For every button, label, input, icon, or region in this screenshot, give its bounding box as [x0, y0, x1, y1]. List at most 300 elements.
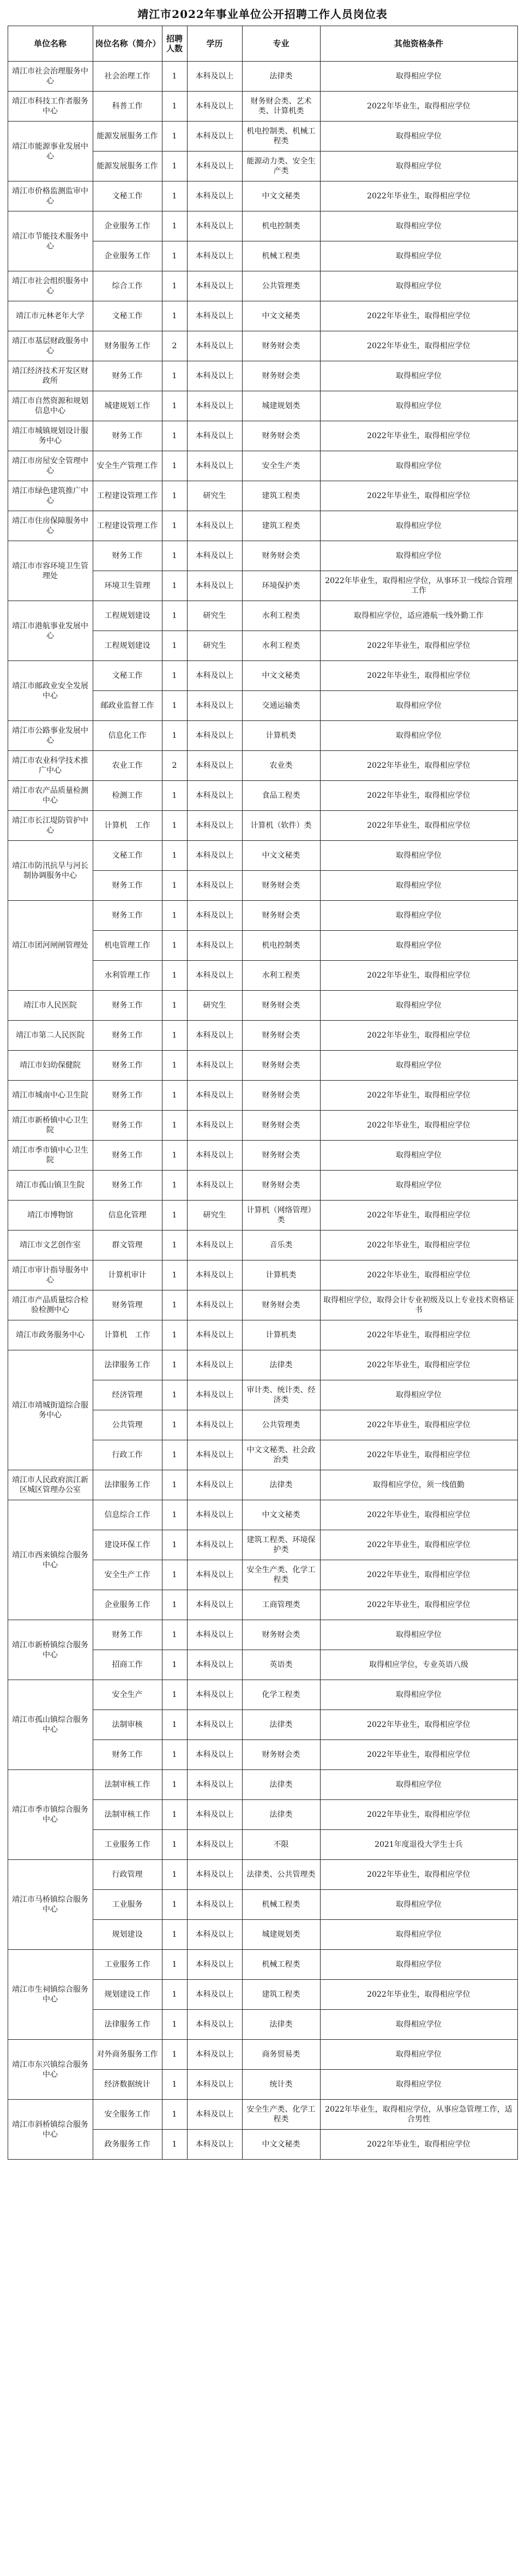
- cell-position: 水利管理工作: [93, 961, 162, 991]
- cell-education: 研究生: [187, 1201, 242, 1231]
- cell-conditions: 2022年毕业生，取得相应学位: [320, 1740, 517, 1770]
- cell-conditions: 取得相应学位: [320, 991, 517, 1021]
- table-row: [8, 1860, 517, 1890]
- cell-education: 研究生: [187, 601, 242, 631]
- cell-position: 检测工作: [93, 781, 162, 811]
- cell-count: 1: [162, 1440, 187, 1470]
- cell-count: 1: [162, 1201, 187, 1231]
- table-row: [8, 331, 517, 361]
- cell-education: 本科及以上: [187, 1051, 242, 1081]
- cell-count: 2: [162, 331, 187, 361]
- cell-count: 1: [162, 1470, 187, 1500]
- cell-count: 1: [162, 122, 187, 151]
- table-row: [8, 1021, 517, 1051]
- table-row: [8, 811, 517, 841]
- header-count: 招聘人数: [162, 26, 187, 62]
- cell-conditions: 取得相应学位: [320, 901, 517, 931]
- cell-major: 中文文秘类、社会政治类: [242, 1440, 320, 1470]
- cell-count: 1: [162, 1800, 187, 1830]
- cell-conditions: 2022年毕业生，取得相应学位: [320, 781, 517, 811]
- cell-unit: 靖江市房屋安全管理中心: [8, 451, 93, 481]
- cell-major: 计算机类: [242, 721, 320, 751]
- cell-major: 工商管理类: [242, 1590, 320, 1620]
- cell-count: 1: [162, 1260, 187, 1290]
- cell-position: 财务工作: [93, 1740, 162, 1770]
- cell-count: 1: [162, 151, 187, 181]
- cell-count: 1: [162, 601, 187, 631]
- table-row: [8, 1171, 517, 1201]
- cell-position: 工程规划建设: [93, 631, 162, 661]
- cell-count: 1: [162, 841, 187, 871]
- cell-count: 1: [162, 1320, 187, 1350]
- cell-position: 财务工作: [93, 871, 162, 901]
- cell-count: 1: [162, 2130, 187, 2160]
- cell-position: 财务工作: [93, 1081, 162, 1111]
- cell-count: 1: [162, 1111, 187, 1141]
- cell-position: 法律服务工作: [93, 1470, 162, 1500]
- cell-unit: 靖江市马桥镇综合服务中心: [8, 1860, 93, 1950]
- cell-position: 经济数据统计: [93, 2070, 162, 2100]
- cell-position: 公共管理: [93, 1410, 162, 1440]
- cell-unit: 靖江市元林老年大学: [8, 301, 93, 331]
- cell-position: 财务工作: [93, 1051, 162, 1081]
- cell-conditions: 取得相应学位: [320, 2070, 517, 2100]
- table-row: [8, 1680, 517, 1710]
- cell-conditions: 取得相应学位: [320, 931, 517, 961]
- cell-major: 环境保护类: [242, 571, 320, 601]
- cell-conditions: 2022年毕业生，取得相应学位: [320, 181, 517, 211]
- cell-count: 1: [162, 421, 187, 451]
- cell-major: 不限: [242, 1830, 320, 1860]
- cell-count: 1: [162, 241, 187, 271]
- table-row: [8, 781, 517, 811]
- cell-conditions: 取得相应学位，适应港航一线外勤工作: [320, 601, 517, 631]
- cell-position: 能源发展服务工作: [93, 122, 162, 151]
- cell-count: 1: [162, 1650, 187, 1680]
- cell-education: 本科及以上: [187, 571, 242, 601]
- cell-conditions: 取得相应学位: [320, 122, 517, 151]
- cell-count: 1: [162, 1141, 187, 1171]
- table-row: [8, 361, 517, 391]
- cell-unit: 靖江市靖城街道综合服务中心: [8, 1350, 93, 1470]
- cell-position: 对外商务服务工作: [93, 2040, 162, 2070]
- cell-position: 工业服务工作: [93, 1830, 162, 1860]
- cell-count: 1: [162, 541, 187, 571]
- cell-unit: 靖江市西来镇综合服务中心: [8, 1500, 93, 1620]
- cell-unit: 靖江市斜桥镇综合服务中心: [8, 2100, 93, 2160]
- cell-position: 工程建设管理工作: [93, 481, 162, 511]
- cell-position: 企业服务工作: [93, 1590, 162, 1620]
- cell-education: 本科及以上: [187, 1620, 242, 1650]
- cell-conditions: 取得相应学位: [320, 211, 517, 241]
- cell-conditions: 取得相应学位: [320, 1171, 517, 1201]
- cell-count: 1: [162, 931, 187, 961]
- cell-major: 财务财会类: [242, 1021, 320, 1051]
- cell-count: 1: [162, 2100, 187, 2130]
- cell-major: 财务财会类: [242, 901, 320, 931]
- cell-count: 1: [162, 1920, 187, 1950]
- cell-unit: 靖江市人民医院: [8, 991, 93, 1021]
- cell-major: 公共管理类: [242, 1410, 320, 1440]
- cell-major: 机电控制类、机械工程类: [242, 122, 320, 151]
- cell-conditions: 2022年毕业生，取得相应学位: [320, 1980, 517, 2010]
- cell-education: 本科及以上: [187, 1800, 242, 1830]
- table-row: [8, 2040, 517, 2070]
- cell-position: 工业服务工作: [93, 1950, 162, 1980]
- cell-education: 本科及以上: [187, 2010, 242, 2040]
- cell-conditions: 2022年毕业生，取得相应学位: [320, 1530, 517, 1560]
- cell-conditions: 2022年毕业生，取得相应学位: [320, 811, 517, 841]
- cell-conditions: 2022年毕业生，取得相应学位: [320, 1590, 517, 1620]
- cell-position: 财务工作: [93, 1141, 162, 1171]
- cell-major: 财务财会类: [242, 871, 320, 901]
- cell-major: 中文文秘类: [242, 181, 320, 211]
- cell-major: 水利工程类: [242, 631, 320, 661]
- cell-education: 本科及以上: [187, 751, 242, 781]
- cell-conditions: 2022年毕业生，取得相应学位: [320, 421, 517, 451]
- cell-education: 本科及以上: [187, 1260, 242, 1290]
- cell-position: 财务工作: [93, 991, 162, 1021]
- cell-count: 1: [162, 1051, 187, 1081]
- table-row: [8, 1470, 517, 1500]
- cell-major: 计算机（软件）类: [242, 811, 320, 841]
- table-row: [8, 451, 517, 481]
- cell-count: 1: [162, 571, 187, 601]
- cell-education: 本科及以上: [187, 721, 242, 751]
- cell-major: 交通运输类: [242, 691, 320, 721]
- cell-count: 1: [162, 1770, 187, 1800]
- cell-unit: 靖江市季市镇中心卫生院: [8, 1141, 93, 1171]
- cell-education: 本科及以上: [187, 691, 242, 721]
- table-row: [8, 991, 517, 1021]
- cell-count: 1: [162, 721, 187, 751]
- table-header: [8, 26, 517, 62]
- cell-position: 财务工作: [93, 361, 162, 391]
- cell-position: 财务工作: [93, 1620, 162, 1650]
- cell-position: 邮政业监督工作: [93, 691, 162, 721]
- cell-major: 安全生产类、化学工程类: [242, 1560, 320, 1590]
- cell-position: 安全生产: [93, 1680, 162, 1710]
- cell-major: 安全生产类: [242, 451, 320, 481]
- cell-conditions: 取得相应学位: [320, 841, 517, 871]
- cell-count: 1: [162, 1530, 187, 1560]
- table-row: [8, 122, 517, 151]
- cell-major: 法律类: [242, 1350, 320, 1380]
- cell-major: 安全生产类、化学工程类: [242, 2100, 320, 2130]
- cell-conditions: 取得相应学位: [320, 391, 517, 421]
- cell-education: 本科及以上: [187, 1500, 242, 1530]
- cell-count: 1: [162, 1890, 187, 1920]
- table-row: [8, 1500, 517, 1530]
- cell-count: 1: [162, 901, 187, 931]
- cell-unit: 靖江市产品质量综合检验检测中心: [8, 1290, 93, 1320]
- cell-education: 研究生: [187, 631, 242, 661]
- cell-count: 1: [162, 1680, 187, 1710]
- table-row: [8, 1051, 517, 1081]
- cell-education: 本科及以上: [187, 2130, 242, 2160]
- cell-count: 1: [162, 211, 187, 241]
- cell-conditions: 2022年毕业生，取得相应学位: [320, 1201, 517, 1231]
- cell-conditions: 2022年毕业生，取得相应学位: [320, 1440, 517, 1470]
- cell-major: 英语类: [242, 1650, 320, 1680]
- cell-conditions: 2022年毕业生，取得相应学位: [320, 1320, 517, 1350]
- cell-education: 本科及以上: [187, 2100, 242, 2130]
- cell-conditions: 取得相应学位: [320, 151, 517, 181]
- cell-education: 本科及以上: [187, 1950, 242, 1980]
- cell-major: 财务财会类: [242, 1141, 320, 1171]
- cell-major: 财务财会类: [242, 541, 320, 571]
- cell-count: 1: [162, 2040, 187, 2070]
- cell-position: 招商工作: [93, 1650, 162, 1680]
- cell-position: 安全生产工作: [93, 1560, 162, 1590]
- cell-major: 计算机类: [242, 1260, 320, 1290]
- cell-education: 本科及以上: [187, 241, 242, 271]
- cell-major: 财务财会类: [242, 421, 320, 451]
- cell-major: 财务财会类: [242, 1051, 320, 1081]
- table-body: [8, 62, 517, 2160]
- cell-major: 中文文秘类: [242, 661, 320, 691]
- cell-position: 法律服务工作: [93, 1350, 162, 1380]
- table-row: [8, 1320, 517, 1350]
- cell-unit: 靖江市东兴镇综合服务中心: [8, 2040, 93, 2100]
- cell-major: 中文文秘类: [242, 301, 320, 331]
- cell-major: 城建规划类: [242, 391, 320, 421]
- cell-position: 规划建设工作: [93, 1980, 162, 2010]
- cell-position: 工业服务: [93, 1890, 162, 1920]
- cell-conditions: 取得相应学位: [320, 361, 517, 391]
- cell-education: 本科及以上: [187, 271, 242, 301]
- table-row: [8, 1950, 517, 1980]
- cell-unit: 靖江市新桥镇中心卫生院: [8, 1111, 93, 1141]
- cell-major: 机械工程类: [242, 241, 320, 271]
- cell-position: 安全服务工作: [93, 2100, 162, 2130]
- cell-count: 1: [162, 361, 187, 391]
- cell-major: 机电控制类: [242, 211, 320, 241]
- cell-conditions: 取得相应学位: [320, 451, 517, 481]
- cell-conditions: 2022年毕业生，取得相应学位: [320, 1710, 517, 1740]
- cell-position: 科普工作: [93, 92, 162, 122]
- cell-conditions: 取得相应学位: [320, 1141, 517, 1171]
- cell-education: 本科及以上: [187, 1590, 242, 1620]
- cell-conditions: 2022年毕业生，取得相应学位，从事环卫一线综合管理工作: [320, 571, 517, 601]
- cell-conditions: 取得相应学位: [320, 1950, 517, 1980]
- cell-unit: 靖江市政务服务中心: [8, 1320, 93, 1350]
- cell-count: 1: [162, 1590, 187, 1620]
- cell-major: 中文文秘类: [242, 2130, 320, 2160]
- cell-education: 本科及以上: [187, 1111, 242, 1141]
- cell-position: 文秘工作: [93, 301, 162, 331]
- cell-education: 本科及以上: [187, 1650, 242, 1680]
- cell-count: 1: [162, 1860, 187, 1890]
- table-row: [8, 1620, 517, 1650]
- cell-unit: 靖江市文艺创作室: [8, 1231, 93, 1260]
- cell-education: 本科及以上: [187, 301, 242, 331]
- cell-major: 财务财会类: [242, 1620, 320, 1650]
- cell-education: 本科及以上: [187, 1710, 242, 1740]
- cell-major: 音乐类: [242, 1231, 320, 1260]
- cell-education: 本科及以上: [187, 211, 242, 241]
- cell-conditions: 2022年毕业生，取得相应学位: [320, 301, 517, 331]
- cell-major: 法律类: [242, 1710, 320, 1740]
- cell-position: 信息化管理: [93, 1201, 162, 1231]
- cell-major: 计算机类: [242, 1320, 320, 1350]
- cell-position: 环境卫生管理: [93, 571, 162, 601]
- cell-conditions: 2022年毕业生，取得相应学位: [320, 2130, 517, 2160]
- cell-education: 本科及以上: [187, 1350, 242, 1380]
- cell-position: 财务工作: [93, 901, 162, 931]
- cell-education: 本科及以上: [187, 1530, 242, 1560]
- cell-unit: 靖江市邮政业安全发展中心: [8, 661, 93, 721]
- cell-education: 本科及以上: [187, 361, 242, 391]
- cell-unit: 靖江市科技工作者服务中心: [8, 92, 93, 122]
- cell-conditions: 2022年毕业生，取得相应学位: [320, 331, 517, 361]
- cell-education: 本科及以上: [187, 1920, 242, 1950]
- cell-unit: 靖江市自然资源和规划信息中心: [8, 391, 93, 421]
- cell-conditions: 2022年毕业生，取得相应学位: [320, 1081, 517, 1111]
- cell-position: 规划建设: [93, 1920, 162, 1950]
- cell-count: 1: [162, 1350, 187, 1380]
- cell-unit: 靖江市绿色建筑推广中心: [8, 481, 93, 511]
- cell-education: 本科及以上: [187, 781, 242, 811]
- cell-education: 本科及以上: [187, 1740, 242, 1770]
- header-major: 专业: [242, 26, 320, 62]
- cell-position: 机电管理工作: [93, 931, 162, 961]
- cell-major: 计算机（网络管理）类: [242, 1201, 320, 1231]
- cell-education: 本科及以上: [187, 2040, 242, 2070]
- cell-unit: 靖江市生祠镇综合服务中心: [8, 1950, 93, 2040]
- table-row: [8, 1260, 517, 1290]
- cell-count: 1: [162, 991, 187, 1021]
- table-row: [8, 271, 517, 301]
- cell-unit: 靖江市市容环境卫生管理处: [8, 541, 93, 601]
- cell-education: 本科及以上: [187, 1830, 242, 1860]
- table-row: [8, 301, 517, 331]
- cell-education: 本科及以上: [187, 391, 242, 421]
- cell-position: 安全生产管理工作: [93, 451, 162, 481]
- cell-conditions: 取得相应学位: [320, 691, 517, 721]
- cell-count: 1: [162, 1710, 187, 1740]
- cell-unit: 靖江市团河闸闸管理处: [8, 901, 93, 991]
- cell-conditions: 2022年毕业生，取得相应学位: [320, 1500, 517, 1530]
- table-row: [8, 211, 517, 241]
- cell-conditions: 取得相应学位: [320, 2040, 517, 2070]
- cell-conditions: 2022年毕业生，取得相应学位: [320, 1860, 517, 1890]
- cell-count: 1: [162, 871, 187, 901]
- cell-count: 1: [162, 1410, 187, 1440]
- cell-major: 水利工程类: [242, 601, 320, 631]
- cell-position: 工程建设管理工作: [93, 511, 162, 541]
- cell-conditions: 2022年毕业生，取得相应学位: [320, 631, 517, 661]
- cell-major: 审计类、统计类、经济类: [242, 1380, 320, 1410]
- header-row: [8, 26, 517, 62]
- cell-count: 1: [162, 661, 187, 691]
- cell-position: 财务服务工作: [93, 331, 162, 361]
- cell-unit: 靖江市社会治理服务中心: [8, 62, 93, 92]
- table-row: [8, 1141, 517, 1171]
- header-education: 学历: [187, 26, 242, 62]
- cell-major: 机电控制类: [242, 931, 320, 961]
- cell-unit: 靖江市孤山镇综合服务中心: [8, 1680, 93, 1770]
- cell-major: 建筑工程类: [242, 481, 320, 511]
- cell-unit: 靖江市基层财政服务中心: [8, 331, 93, 361]
- cell-count: 1: [162, 1290, 187, 1320]
- cell-position: 法制审核: [93, 1710, 162, 1740]
- cell-count: 1: [162, 481, 187, 511]
- cell-conditions: 2022年毕业生，取得相应学位: [320, 1800, 517, 1830]
- cell-conditions: 2022年毕业生，取得相应学位: [320, 1260, 517, 1290]
- cell-count: 1: [162, 92, 187, 122]
- cell-position: 法律服务工作: [93, 2010, 162, 2040]
- header-position: 岗位名称（简介）: [93, 26, 162, 62]
- cell-education: 本科及以上: [187, 421, 242, 451]
- cell-major: 农业类: [242, 751, 320, 781]
- cell-count: 1: [162, 1021, 187, 1051]
- table-row: [8, 62, 517, 92]
- cell-position: 计算机 工作: [93, 1320, 162, 1350]
- cell-major: 统计类: [242, 2070, 320, 2100]
- cell-education: 本科及以上: [187, 2070, 242, 2100]
- cell-unit: 靖江市城镇规划设计服务中心: [8, 421, 93, 451]
- cell-education: 本科及以上: [187, 811, 242, 841]
- cell-count: 1: [162, 1980, 187, 2010]
- table-row: [8, 481, 517, 511]
- cell-unit: 靖江市农产品质量检测中心: [8, 781, 93, 811]
- cell-education: 本科及以上: [187, 931, 242, 961]
- cell-conditions: 2022年毕业生，取得相应学位: [320, 961, 517, 991]
- cell-conditions: 取得相应学位: [320, 871, 517, 901]
- cell-conditions: 2022年毕业生，取得相应学位: [320, 751, 517, 781]
- cell-major: 建筑工程类: [242, 511, 320, 541]
- table-row: [8, 601, 517, 631]
- cell-conditions: 取得相应学位: [320, 62, 517, 92]
- cell-education: 本科及以上: [187, 511, 242, 541]
- cell-major: 财务财会类: [242, 1111, 320, 1141]
- cell-count: 1: [162, 1620, 187, 1650]
- cell-education: 研究生: [187, 481, 242, 511]
- cell-major: 法律类: [242, 62, 320, 92]
- cell-conditions: 2022年毕业生，取得相应学位: [320, 1410, 517, 1440]
- cell-position: 财务工作: [93, 421, 162, 451]
- cell-education: 本科及以上: [187, 1021, 242, 1051]
- table-row: [8, 661, 517, 691]
- cell-count: 1: [162, 2070, 187, 2100]
- header-unit: 单位名称: [8, 26, 93, 62]
- cell-conditions: 取得相应学位: [320, 241, 517, 271]
- cell-count: 1: [162, 631, 187, 661]
- cell-count: 1: [162, 1500, 187, 1530]
- cell-position: 城建规划工作: [93, 391, 162, 421]
- cell-position: 计算机审计: [93, 1260, 162, 1290]
- cell-major: 城建规划类: [242, 1920, 320, 1950]
- cell-conditions: 取得相应学位: [320, 1620, 517, 1650]
- cell-education: 本科及以上: [187, 871, 242, 901]
- cell-unit: 靖江市季市镇综合服务中心: [8, 1770, 93, 1860]
- cell-conditions: 2022年毕业生，取得相应学位: [320, 661, 517, 691]
- cell-position: 信息化工作: [93, 721, 162, 751]
- cell-conditions: 取得相应学位: [320, 1380, 517, 1410]
- cell-education: 本科及以上: [187, 1081, 242, 1111]
- cell-unit: 靖江市防汛抗旱与河长制协调服务中心: [8, 841, 93, 901]
- cell-major: 法律类: [242, 2010, 320, 2040]
- cell-education: 本科及以上: [187, 961, 242, 991]
- cell-major: 公共管理类: [242, 271, 320, 301]
- cell-position: 农业工作: [93, 751, 162, 781]
- cell-conditions: 2022年毕业生，取得相应学位: [320, 1231, 517, 1260]
- cell-major: 财务财会类、艺术类、计算机类: [242, 92, 320, 122]
- cell-unit: 靖江市城南中心卫生院: [8, 1081, 93, 1111]
- cell-education: 本科及以上: [187, 451, 242, 481]
- cell-count: 1: [162, 1380, 187, 1410]
